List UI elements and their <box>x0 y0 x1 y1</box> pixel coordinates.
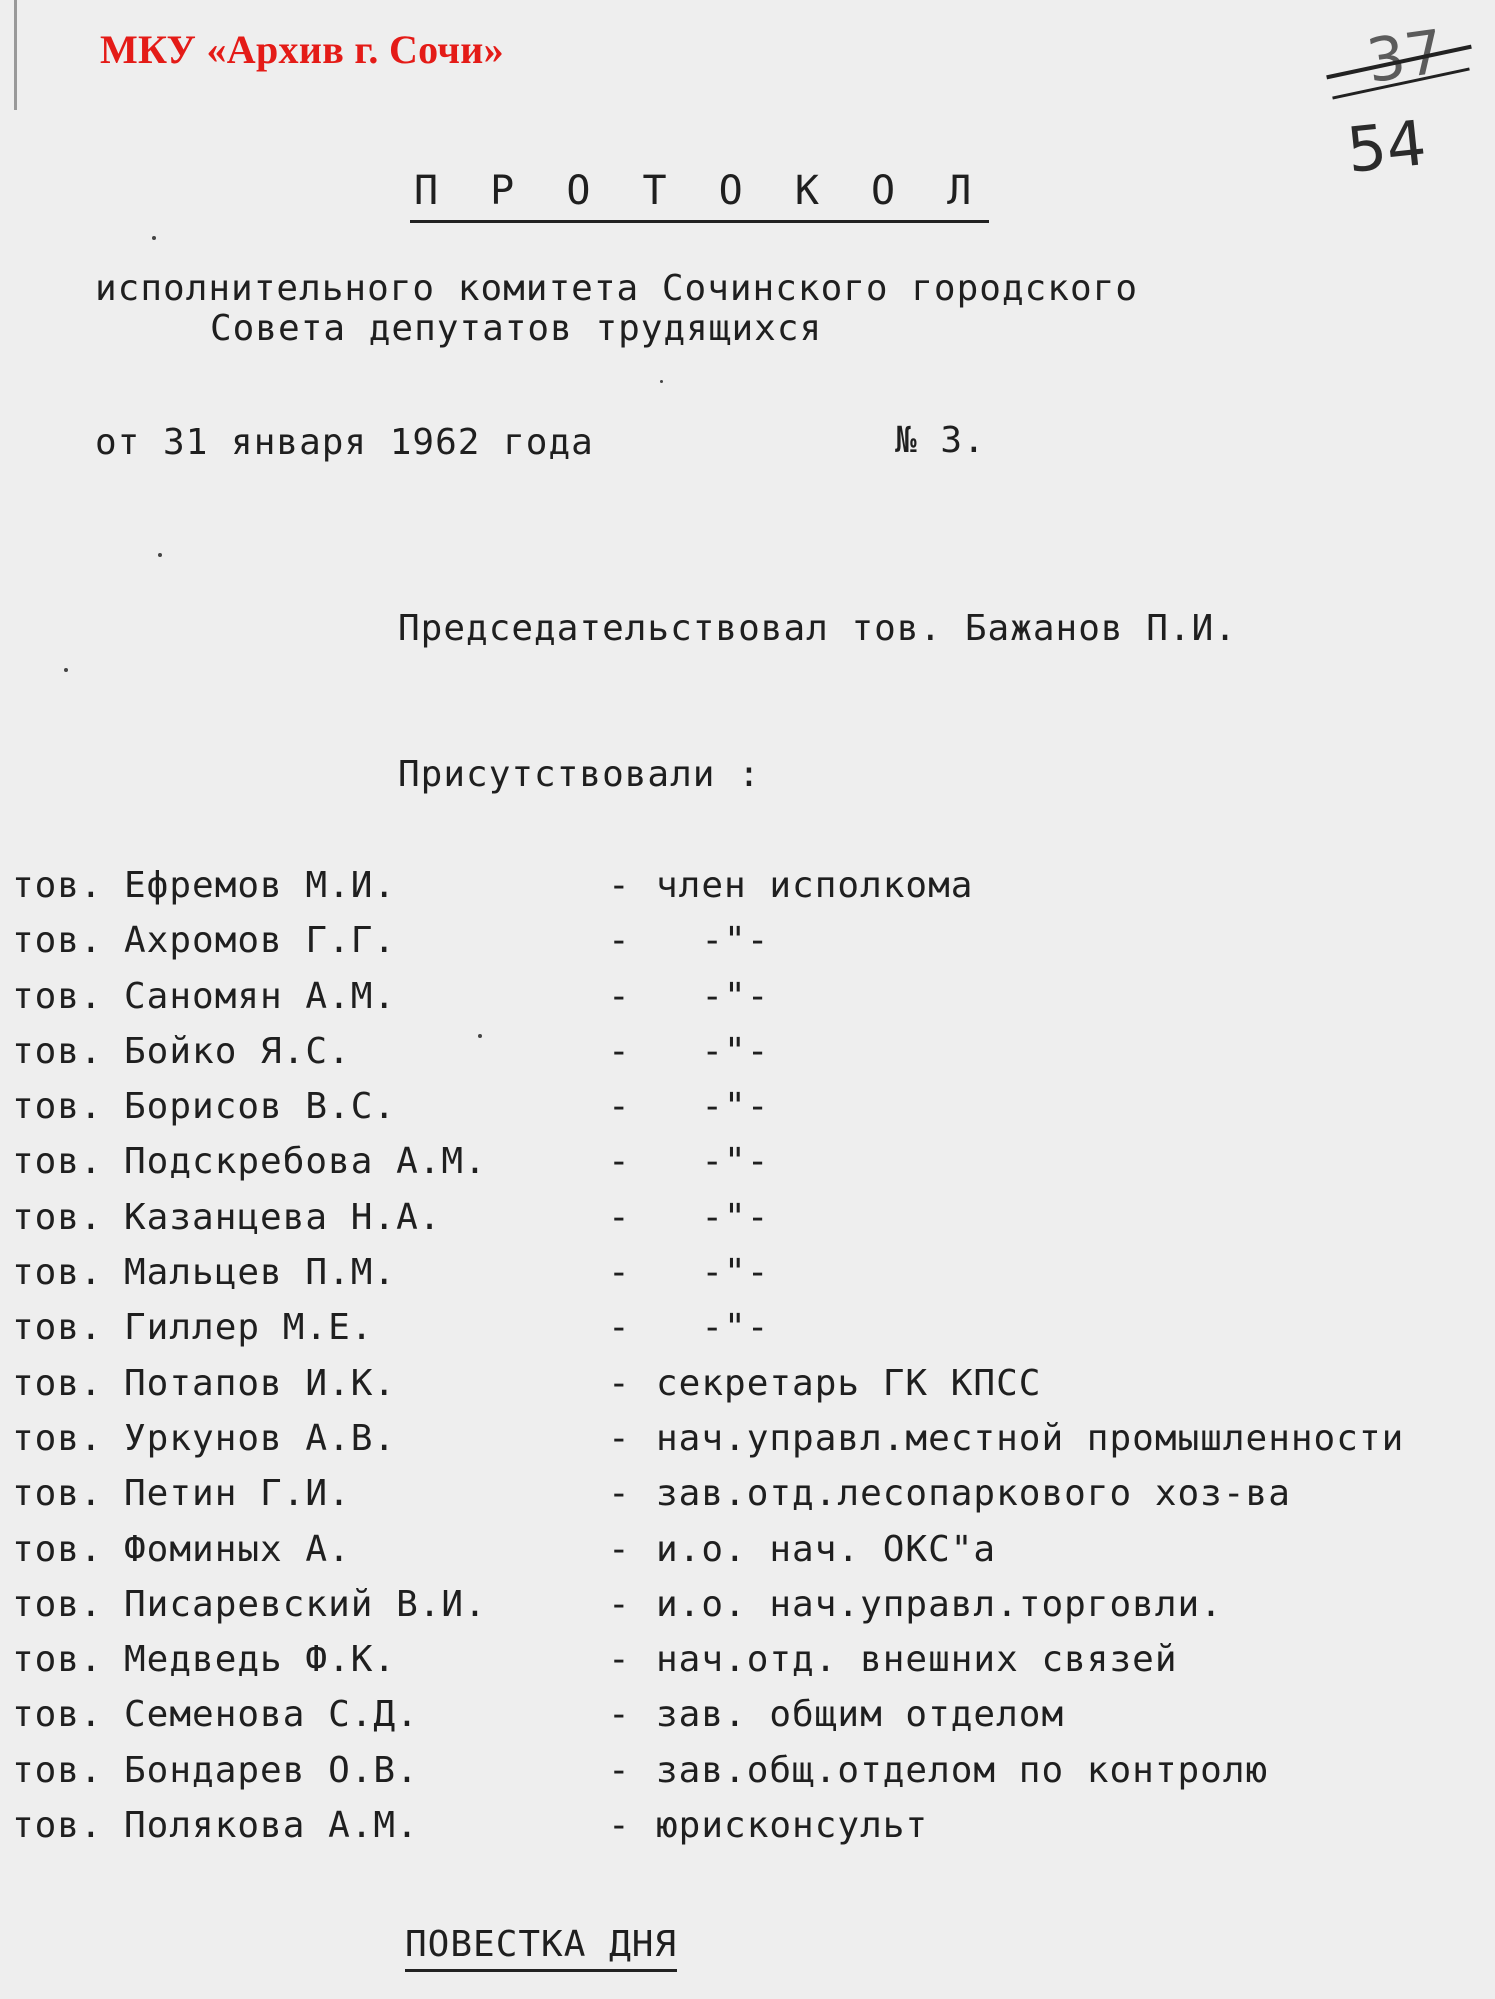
attendee-role: нач.отд. внешних связей <box>656 1639 1178 1681</box>
attendee-dash: - <box>608 1583 631 1625</box>
attendee-row <box>12 1141 1482 1196</box>
attendee-dash: - <box>608 1805 631 1847</box>
attendee-role: зав. общим отделом <box>656 1694 1065 1736</box>
attendee-row <box>12 1805 1482 1860</box>
attendee-prefix: тов. <box>12 1086 103 1128</box>
attendee-name: Казанцева Н.А. <box>124 1196 442 1238</box>
attendee-dash: - <box>608 975 631 1017</box>
attendee-name: Ефремов М.И. <box>124 865 397 906</box>
attendee-row <box>12 1750 1482 1805</box>
attendee-name: Бойко Я.С. <box>124 1030 351 1072</box>
attendee-row <box>12 1694 1482 1749</box>
attendee-role: -"- <box>656 1252 770 1294</box>
attendee-dash: - <box>608 1417 631 1459</box>
attendee-row <box>12 920 1482 975</box>
attendee-role: зав.общ.отделом по контролю <box>656 1749 1269 1791</box>
attendee-row <box>12 1197 1482 1252</box>
attendee-prefix: тов. <box>12 1805 103 1847</box>
chaired-by: Председательствовал тов. Бажанов П.И. <box>398 608 1237 649</box>
attendee-prefix: тов. <box>12 1141 103 1183</box>
attendee-row <box>12 1307 1482 1362</box>
agenda-heading: ПОВЕСТКА ДНЯ <box>405 1924 677 1972</box>
attendee-dash: - <box>608 1252 631 1294</box>
attendee-prefix: тов. <box>12 1583 103 1625</box>
attendee-role: секретарь ГК КПСС <box>656 1362 1042 1404</box>
attendee-dash: - <box>608 920 631 962</box>
present-label: Присутствовали : <box>398 754 761 795</box>
attendee-prefix: тов. <box>12 1196 103 1238</box>
paper-speck <box>478 1034 482 1038</box>
attendee-name: Уркунов А.В. <box>124 1417 397 1459</box>
attendee-dash: - <box>608 1196 631 1238</box>
attendee-name: Подскребова А.М. <box>124 1141 487 1183</box>
attendee-role: -"- <box>656 1086 770 1128</box>
attendee-dash: - <box>608 1307 631 1349</box>
paper-speck <box>158 553 162 557</box>
attendee-role: юрисконсульт <box>656 1805 929 1847</box>
archive-stamp: МКУ «Архив г. Сочи» <box>100 27 504 72</box>
attendee-row <box>12 1639 1482 1694</box>
attendee-name: Петин Г.И. <box>124 1473 351 1515</box>
attendee-name: Фоминых А. <box>124 1528 351 1570</box>
attendee-prefix: тов. <box>12 1473 103 1515</box>
subtitle-line-1: исполнительного комитета Сочинского городского <box>95 268 1138 309</box>
attendee-prefix: тов. <box>12 1749 103 1791</box>
attendee-name: Потапов И.К. <box>124 1362 397 1404</box>
attendee-row <box>12 1086 1482 1141</box>
attendee-prefix: тов. <box>12 865 103 906</box>
page-edge-mark <box>0 0 17 110</box>
attendee-dash: - <box>608 1473 631 1515</box>
attendee-dash: - <box>608 1030 631 1072</box>
attendee-role: -"- <box>656 1307 770 1349</box>
paper-speck <box>660 380 663 383</box>
folio-crossed: 37 <box>1362 17 1448 97</box>
attendee-role: -"- <box>656 1030 770 1072</box>
attendee-dash: - <box>608 1639 631 1681</box>
attendee-row <box>12 1529 1482 1584</box>
attendee-row <box>12 1363 1482 1418</box>
attendees-list <box>12 865 1482 1860</box>
folio-current: 54 <box>1343 106 1430 187</box>
attendee-prefix: тов. <box>12 1417 103 1459</box>
attendee-prefix: тов. <box>12 1528 103 1570</box>
attendee-row <box>12 1584 1482 1639</box>
attendee-name: Медведь Ф.К. <box>124 1639 397 1681</box>
attendee-role: -"- <box>656 920 770 962</box>
attendee-role: зав.отд.лесопаркового хоз-ва <box>656 1473 1291 1515</box>
attendee-prefix: тов. <box>12 1694 103 1736</box>
subtitle-line-2: Совета депутатов трудящихся <box>210 308 823 349</box>
attendee-role: и.о. нач. ОКС"а <box>656 1528 997 1570</box>
attendee-name: Семенова С.Д. <box>124 1694 419 1736</box>
paper-speck <box>64 668 68 672</box>
attendee-dash: - <box>608 1362 631 1404</box>
attendee-dash: - <box>608 1749 631 1791</box>
attendee-role: нач.управл.местной промышленности <box>656 1417 1405 1459</box>
attendee-row <box>12 1252 1482 1307</box>
attendee-prefix: тов. <box>12 920 103 962</box>
attendee-prefix: тов. <box>12 975 103 1017</box>
attendee-name: Полякова А.М. <box>124 1805 419 1847</box>
attendee-role: -"- <box>656 975 770 1017</box>
attendee-name: Гиллер М.Е. <box>124 1307 374 1349</box>
attendee-prefix: тов. <box>12 1307 103 1349</box>
attendee-role: и.о. нач.управл.торговли. <box>656 1583 1223 1625</box>
folio-number <box>1325 18 1495 198</box>
protocol-number: № 3. <box>895 420 986 461</box>
attendee-prefix: тов. <box>12 1030 103 1072</box>
attendee-row <box>12 1031 1482 1086</box>
attendee-name: Борисов В.С. <box>124 1086 397 1128</box>
paper-speck <box>152 236 156 240</box>
attendee-prefix: тов. <box>12 1362 103 1404</box>
attendee-dash: - <box>608 1528 631 1570</box>
document-title: П Р О Т О К О Л <box>410 168 989 223</box>
attendee-prefix: тов. <box>12 1252 103 1294</box>
attendee-row <box>12 1418 1482 1473</box>
attendee-name: Ахромов Г.Г. <box>124 920 397 962</box>
attendee-role: -"- <box>656 1196 770 1238</box>
attendee-dash: - <box>608 1694 631 1736</box>
attendee-name: Писаревский В.И. <box>124 1583 487 1625</box>
attendee-name: Саномян А.М. <box>124 975 397 1017</box>
attendee-dash: - <box>608 1086 631 1128</box>
attendee-name: Бондарев О.В. <box>124 1749 419 1791</box>
attendee-prefix: тов. <box>12 1639 103 1681</box>
attendee-name: Мальцев П.М. <box>124 1252 397 1294</box>
attendee-row <box>12 865 1482 920</box>
attendee-role: -"- <box>656 1141 770 1183</box>
attendee-row <box>12 976 1482 1031</box>
attendee-dash: - <box>608 865 631 906</box>
attendee-dash: - <box>608 1141 631 1183</box>
protocol-date: от 31 января 1962 года <box>95 422 594 463</box>
attendee-row <box>12 1473 1482 1528</box>
attendee-role: член исполкома <box>656 865 974 906</box>
